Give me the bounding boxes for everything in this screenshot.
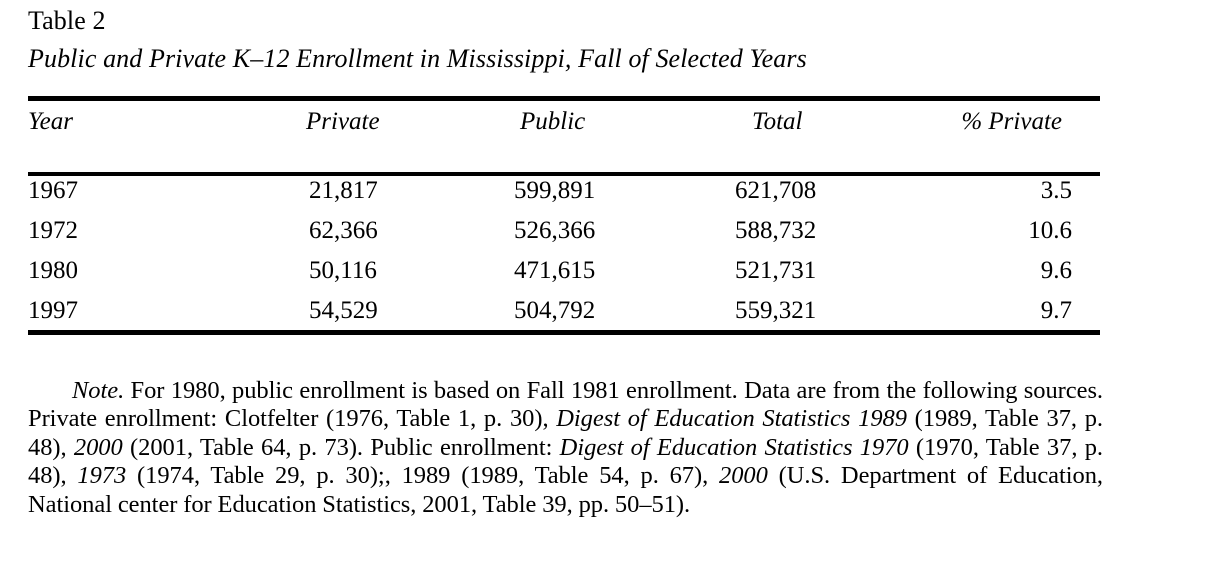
note-text-3: (2001, Table 64, p. 73). Public enrollment:: [122, 433, 560, 461]
table-header-row: [28, 108, 1100, 172]
cell-pct-private: 10.6: [1028, 217, 1072, 244]
note-italic-2000-a: 2000: [73, 433, 123, 461]
column-header-pct-private: % Private: [961, 108, 1062, 135]
note-text-5: (1974, Table 29, p. 30);, 1989 (1989, Table 54, p. 67),: [126, 462, 719, 490]
enrollment-table: [28, 108, 1100, 332]
cell-total: 588,732: [735, 217, 817, 244]
cell-year: 1967: [28, 177, 78, 204]
column-header-year: Year: [28, 108, 73, 135]
cell-year: 1972: [28, 217, 78, 244]
cell-total: 559,321: [735, 297, 817, 324]
table-title: Public and Private K–12 Enrollment in Mississippi, Fall of Selected Years: [28, 44, 807, 73]
cell-total: 621,708: [735, 177, 817, 204]
cell-private: 62,366: [309, 217, 378, 244]
cell-year: 1980: [28, 257, 78, 284]
cell-public: 471,615: [514, 257, 596, 284]
note-text-6: (U.S. Department of Education, National center for Education Statistics, 2001, Table 39, pp. 50–51).: [28, 462, 1103, 518]
note-label: Note.: [72, 376, 125, 404]
table-number: Table 2: [28, 6, 106, 35]
note-text-2: (1989, Table 37, p. 48),: [28, 405, 1104, 461]
note-italic-digest-1989: Digest of Education Statistics 1989: [556, 405, 907, 433]
cell-pct-private: 9.7: [1040, 297, 1072, 324]
column-header-total: Total: [752, 108, 803, 135]
cell-total: 521,731: [735, 257, 817, 284]
note-italic-2000-b: 2000: [719, 462, 768, 490]
cell-public: 599,891: [514, 177, 596, 204]
note-italic-1973: 1973: [77, 462, 127, 490]
column-header-private: Private: [306, 108, 380, 135]
cell-private: 50,116: [309, 257, 377, 284]
cell-public: 526,366: [514, 217, 596, 244]
table-note: [28, 377, 1103, 520]
note-text-1: For 1980, public enrollment is based on Fall 1981 enrollment. Data are from the following sources. Private enrollment: Clotfelter (1976, Table 1, p. 30),: [28, 376, 1103, 433]
cell-pct-private: 9.6: [1040, 257, 1072, 284]
cell-public: 504,792: [514, 297, 596, 324]
table-row: [28, 292, 1100, 332]
table-row: [28, 172, 1100, 212]
cell-private: 21,817: [309, 177, 378, 204]
note-italic-digest-1970: Digest of Education Statistics 1970: [559, 433, 909, 461]
table-rule-top: [28, 96, 1100, 101]
note-text-4: (1970, Table 37, p. 48),: [28, 433, 1103, 490]
cell-year: 1997: [28, 297, 78, 324]
column-header-public: Public: [520, 108, 586, 135]
cell-private: 54,529: [309, 297, 378, 324]
table-row: [28, 212, 1100, 252]
cell-pct-private: 3.5: [1040, 177, 1072, 204]
table-row: [28, 252, 1100, 292]
